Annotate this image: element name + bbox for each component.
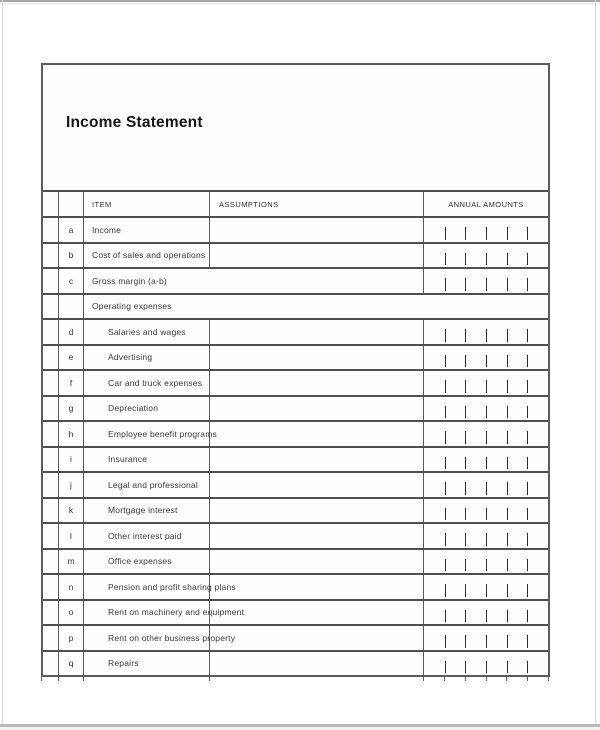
row-item-label: Rent on machinery and equipment bbox=[83, 601, 209, 625]
cutoff-line-stub bbox=[486, 677, 487, 681]
amount-divider-tick bbox=[507, 380, 508, 393]
amount-divider-tick bbox=[486, 227, 487, 240]
table-row bbox=[43, 522, 548, 548]
income-statement-table bbox=[43, 190, 548, 675]
row-item-label: Repairs bbox=[83, 652, 209, 676]
row-letter: k bbox=[58, 499, 83, 523]
table-row bbox=[43, 573, 548, 599]
amount-divider-tick bbox=[465, 635, 466, 648]
amount-divider-tick bbox=[486, 355, 487, 368]
table-row bbox=[43, 293, 548, 319]
row-blank-cell bbox=[43, 422, 58, 446]
row-letter: a bbox=[58, 218, 83, 242]
amount-divider-tick bbox=[527, 431, 528, 444]
amount-divider-tick bbox=[486, 253, 487, 266]
row-assumptions-cell[interactable] bbox=[209, 422, 423, 446]
amount-divider-tick bbox=[527, 559, 528, 572]
row-assumptions-cell[interactable] bbox=[209, 371, 423, 395]
amount-divider-tick bbox=[445, 559, 446, 572]
amount-divider-tick bbox=[507, 227, 508, 240]
amount-divider-tick bbox=[465, 533, 466, 546]
row-item-label: Gross margin (a-b) bbox=[83, 269, 423, 293]
amount-divider-tick bbox=[465, 278, 466, 291]
amount-divider-tick bbox=[507, 661, 508, 674]
cutoff-line-stub bbox=[423, 677, 424, 681]
amount-divider-tick bbox=[465, 406, 466, 419]
amount-divider-tick bbox=[486, 482, 487, 495]
amount-divider-tick bbox=[507, 559, 508, 572]
amount-divider-tick bbox=[527, 355, 528, 368]
cutoff-line-stub bbox=[444, 677, 445, 681]
table-row bbox=[43, 497, 548, 523]
cutoff-line-stub bbox=[83, 677, 84, 681]
row-annual-amounts-cell[interactable] bbox=[423, 244, 548, 268]
header-letter-cell bbox=[58, 192, 83, 216]
page-title: Income Statement bbox=[66, 114, 203, 131]
amount-divider-tick bbox=[486, 559, 487, 572]
cutoff-line-stub bbox=[548, 677, 549, 681]
cutoff-line-stub bbox=[209, 677, 210, 681]
row-letter: o bbox=[58, 601, 83, 625]
amount-divider-tick bbox=[486, 431, 487, 444]
amount-divider-tick bbox=[507, 253, 508, 266]
row-assumptions-cell[interactable] bbox=[209, 626, 423, 650]
amount-divider-tick bbox=[486, 329, 487, 342]
row-letter: e bbox=[58, 346, 83, 370]
row-blank-cell bbox=[43, 346, 58, 370]
row-item-label: Rent on other business property bbox=[83, 626, 209, 650]
table-row bbox=[43, 242, 548, 268]
amount-divider-tick bbox=[486, 508, 487, 521]
amount-divider-tick bbox=[527, 661, 528, 674]
row-letter: n bbox=[58, 575, 83, 599]
table-row bbox=[43, 599, 548, 625]
table-row bbox=[43, 344, 548, 370]
amount-divider-tick bbox=[445, 482, 446, 495]
row-annual-amounts-cell[interactable] bbox=[423, 269, 548, 293]
cutoff-line-stub bbox=[465, 677, 466, 681]
amount-divider-tick bbox=[507, 635, 508, 648]
table-row bbox=[43, 216, 548, 242]
amount-divider-tick bbox=[486, 406, 487, 419]
row-item-label: Mortgage interest bbox=[83, 499, 209, 523]
row-letter: g bbox=[58, 397, 83, 421]
cutoff-line-stub bbox=[58, 677, 59, 681]
row-letter: l bbox=[58, 524, 83, 548]
amount-divider-tick bbox=[507, 533, 508, 546]
row-annual-amounts-cell[interactable] bbox=[423, 524, 548, 548]
header-blank-cell bbox=[43, 192, 58, 216]
amount-divider-tick bbox=[527, 584, 528, 597]
amount-divider-tick bbox=[486, 533, 487, 546]
row-letter bbox=[58, 295, 83, 319]
amount-divider-tick bbox=[445, 380, 446, 393]
row-letter: b bbox=[58, 244, 83, 268]
amount-divider-tick bbox=[445, 584, 446, 597]
row-blank-cell bbox=[43, 269, 58, 293]
row-blank-cell bbox=[43, 397, 58, 421]
row-annual-amounts-cell[interactable] bbox=[423, 473, 548, 497]
amount-divider-tick bbox=[465, 329, 466, 342]
amount-divider-tick bbox=[527, 457, 528, 470]
amount-divider-tick bbox=[465, 610, 466, 623]
amount-divider-tick bbox=[445, 406, 446, 419]
amount-divider-tick bbox=[507, 610, 508, 623]
amount-divider-tick bbox=[527, 227, 528, 240]
row-item-label: Advertising bbox=[83, 346, 209, 370]
row-blank-cell bbox=[43, 448, 58, 472]
row-blank-cell bbox=[43, 473, 58, 497]
row-item-label: Employee benefit programs bbox=[83, 422, 209, 446]
row-blank-cell bbox=[43, 550, 58, 574]
row-letter: p bbox=[58, 626, 83, 650]
row-annual-amounts-cell[interactable] bbox=[423, 218, 548, 242]
table-row bbox=[43, 267, 548, 293]
row-item-label: Operating expenses bbox=[83, 295, 548, 319]
row-blank-cell bbox=[43, 371, 58, 395]
row-annual-amounts-cell[interactable] bbox=[423, 575, 548, 599]
row-assumptions-cell[interactable] bbox=[209, 218, 423, 242]
table-row bbox=[43, 318, 548, 344]
header-assumptions: ASSUMPTIONS bbox=[209, 192, 423, 216]
row-letter: c bbox=[58, 269, 83, 293]
amount-divider-tick bbox=[507, 431, 508, 444]
row-assumptions-cell[interactable] bbox=[209, 652, 423, 676]
row-annual-amounts-cell[interactable] bbox=[423, 422, 548, 446]
row-letter: q bbox=[58, 652, 83, 676]
table-header-row bbox=[43, 190, 548, 216]
amount-divider-tick bbox=[465, 508, 466, 521]
row-letter: i bbox=[58, 448, 83, 472]
amount-divider-tick bbox=[507, 278, 508, 291]
row-assumptions-cell[interactable] bbox=[209, 499, 423, 523]
table-row bbox=[43, 369, 548, 395]
row-letter: f bbox=[58, 371, 83, 395]
row-blank-cell bbox=[43, 575, 58, 599]
row-annual-amounts-cell[interactable] bbox=[423, 371, 548, 395]
amount-divider-tick bbox=[465, 661, 466, 674]
amount-divider-tick bbox=[445, 533, 446, 546]
amount-divider-tick bbox=[507, 482, 508, 495]
row-annual-amounts-cell[interactable] bbox=[423, 626, 548, 650]
amount-divider-tick bbox=[445, 278, 446, 291]
row-item-label: Salaries and wages bbox=[83, 320, 209, 344]
row-item-label: Office expenses bbox=[83, 550, 209, 574]
amount-divider-tick bbox=[465, 457, 466, 470]
row-assumptions-cell[interactable] bbox=[209, 320, 423, 344]
table-row bbox=[43, 624, 548, 650]
table-row bbox=[43, 395, 548, 421]
row-item-label: Insurance bbox=[83, 448, 209, 472]
amount-divider-tick bbox=[527, 508, 528, 521]
amount-divider-tick bbox=[465, 355, 466, 368]
amount-divider-tick bbox=[465, 380, 466, 393]
row-letter: m bbox=[58, 550, 83, 574]
row-item-label: Income bbox=[83, 218, 209, 242]
row-item-label: Pension and profit sharing plans bbox=[83, 575, 209, 599]
row-item-label: Depreciation bbox=[83, 397, 209, 421]
row-blank-cell bbox=[43, 320, 58, 344]
amount-divider-tick bbox=[486, 584, 487, 597]
row-annual-amounts-cell[interactable] bbox=[423, 346, 548, 370]
row-annual-amounts-cell[interactable] bbox=[423, 601, 548, 625]
amount-divider-tick bbox=[507, 329, 508, 342]
table-row bbox=[43, 420, 548, 446]
amount-divider-tick bbox=[507, 406, 508, 419]
page-left-edge-line bbox=[2, 0, 3, 724]
amount-divider-tick bbox=[486, 457, 487, 470]
amount-divider-tick bbox=[445, 227, 446, 240]
amount-divider-tick bbox=[527, 278, 528, 291]
row-letter: d bbox=[58, 320, 83, 344]
amount-divider-tick bbox=[527, 406, 528, 419]
row-assumptions-cell[interactable] bbox=[209, 473, 423, 497]
row-blank-cell bbox=[43, 652, 58, 676]
row-letter: h bbox=[58, 422, 83, 446]
amount-divider-tick bbox=[465, 482, 466, 495]
amount-divider-tick bbox=[486, 635, 487, 648]
row-assumptions-cell[interactable] bbox=[209, 575, 423, 599]
row-annual-amounts-cell[interactable] bbox=[423, 397, 548, 421]
row-letter: j bbox=[58, 473, 83, 497]
row-assumptions-cell[interactable] bbox=[209, 244, 423, 268]
row-blank-cell bbox=[43, 295, 58, 319]
amount-divider-tick bbox=[445, 661, 446, 674]
amount-divider-tick bbox=[486, 278, 487, 291]
amount-divider-tick bbox=[445, 457, 446, 470]
amount-divider-tick bbox=[486, 610, 487, 623]
amount-divider-tick bbox=[527, 610, 528, 623]
cutoff-line-stub bbox=[506, 677, 507, 681]
amount-divider-tick bbox=[507, 457, 508, 470]
amount-divider-tick bbox=[507, 508, 508, 521]
header-annual-amounts: ANNUAL AMOUNTS bbox=[423, 192, 548, 216]
row-blank-cell bbox=[43, 218, 58, 242]
row-annual-amounts-cell[interactable] bbox=[423, 499, 548, 523]
row-assumptions-cell[interactable] bbox=[209, 601, 423, 625]
row-blank-cell bbox=[43, 601, 58, 625]
amount-divider-tick bbox=[465, 559, 466, 572]
row-blank-cell bbox=[43, 244, 58, 268]
amount-divider-tick bbox=[465, 227, 466, 240]
row-annual-amounts-cell[interactable] bbox=[423, 448, 548, 472]
row-item-label: Other interest paid bbox=[83, 524, 209, 548]
row-assumptions-cell[interactable] bbox=[209, 397, 423, 421]
amount-divider-tick bbox=[527, 380, 528, 393]
table-row bbox=[43, 548, 548, 574]
row-blank-cell bbox=[43, 524, 58, 548]
amount-divider-tick bbox=[465, 253, 466, 266]
amount-divider-tick bbox=[507, 355, 508, 368]
amount-divider-tick bbox=[527, 482, 528, 495]
row-annual-amounts-cell[interactable] bbox=[423, 652, 548, 676]
row-annual-amounts-cell[interactable] bbox=[423, 550, 548, 574]
row-assumptions-cell[interactable] bbox=[209, 550, 423, 574]
row-item-label: Legal and professional bbox=[83, 473, 209, 497]
row-blank-cell bbox=[43, 499, 58, 523]
amount-divider-tick bbox=[527, 533, 528, 546]
amount-divider-tick bbox=[445, 355, 446, 368]
amount-divider-tick bbox=[507, 584, 508, 597]
amount-divider-tick bbox=[445, 329, 446, 342]
amount-divider-tick bbox=[486, 380, 487, 393]
row-item-label: Car and truck expenses bbox=[83, 371, 209, 395]
row-assumptions-cell[interactable] bbox=[209, 346, 423, 370]
amount-divider-tick bbox=[527, 635, 528, 648]
row-assumptions-cell[interactable] bbox=[209, 448, 423, 472]
row-blank-cell bbox=[43, 626, 58, 650]
amount-divider-tick bbox=[445, 253, 446, 266]
cutoff-line-stub bbox=[527, 677, 528, 681]
page-top-edge-shade bbox=[0, 2, 600, 5]
table-row bbox=[43, 471, 548, 497]
table-row bbox=[43, 650, 548, 676]
income-statement-form bbox=[41, 63, 550, 677]
table-row bbox=[43, 446, 548, 472]
page-right-edge-line bbox=[595, 0, 596, 724]
header-item: ITEM bbox=[83, 192, 209, 216]
amount-divider-tick bbox=[445, 508, 446, 521]
amount-divider-tick bbox=[445, 610, 446, 623]
row-annual-amounts-cell[interactable] bbox=[423, 320, 548, 344]
amount-divider-tick bbox=[465, 584, 466, 597]
amount-divider-tick bbox=[527, 329, 528, 342]
amount-divider-tick bbox=[445, 431, 446, 444]
amount-divider-tick bbox=[527, 253, 528, 266]
amount-divider-tick bbox=[465, 431, 466, 444]
amount-divider-tick bbox=[486, 661, 487, 674]
amount-divider-tick bbox=[445, 635, 446, 648]
row-assumptions-cell[interactable] bbox=[209, 524, 423, 548]
row-item-label: Cost of sales and operations bbox=[83, 244, 209, 268]
cutoff-line-stub bbox=[41, 677, 42, 681]
